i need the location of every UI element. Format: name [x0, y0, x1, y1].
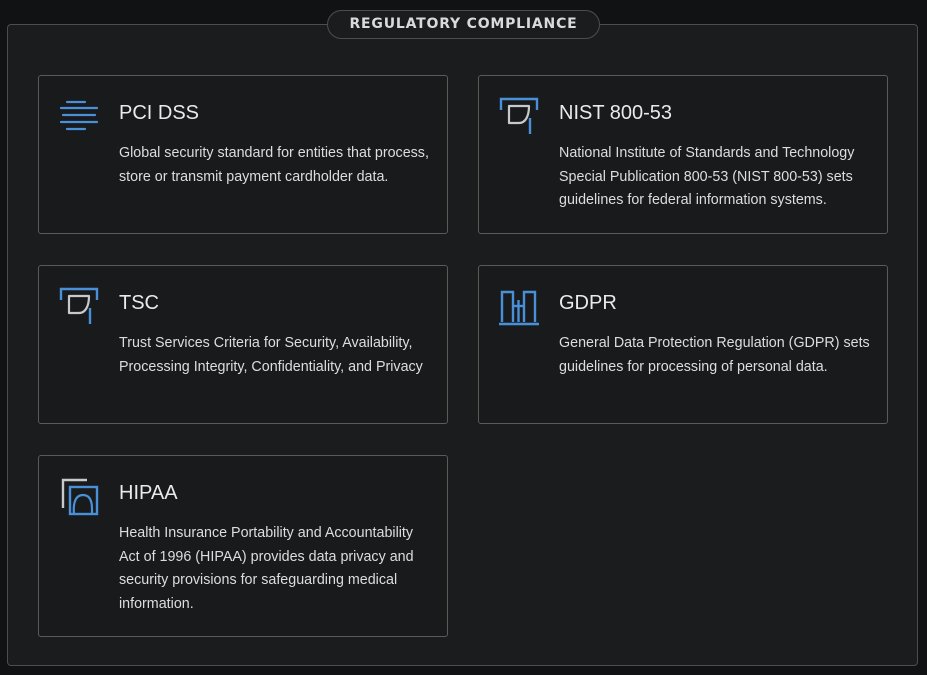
compliance-card-hipaa[interactable] [38, 455, 448, 637]
building-columns-icon [499, 286, 539, 326]
compliance-card-gdpr[interactable] [478, 265, 888, 424]
card-description: Global security standard for entities that process, store or transmit payment cardholder data. [119, 145, 429, 185]
regulatory-compliance-panel [7, 24, 918, 666]
shield-bracket-icon [499, 96, 539, 136]
compliance-card-pci-dss[interactable] [38, 75, 448, 234]
card-title: PCI DSS [119, 102, 200, 124]
card-title: GDPR [559, 292, 617, 314]
compliance-card-tsc[interactable] [38, 265, 448, 424]
card-title: NIST 800-53 [559, 102, 673, 124]
card-description: Health Insurance Portability and Accountability Act of 1996 (HIPAA) provides data privacy and security provisions for safeguarding medical information. [119, 525, 414, 612]
layers-lines-icon [59, 96, 99, 136]
section-title: REGULATORY COMPLIANCE [327, 10, 600, 39]
stacked-frames-icon [59, 476, 99, 516]
card-title: TSC [119, 292, 159, 314]
card-description: National Institute of Standards and Technology Special Publication 800-53 (NIST 800-53) sets guidelines for federal information systems. [559, 145, 855, 209]
compliance-card-nist-800-53[interactable] [478, 75, 888, 234]
shield-bracket-icon [59, 286, 99, 326]
card-description: General Data Protection Regulation (GDPR) sets guidelines for processing of personal data. [559, 335, 870, 375]
card-title: HIPAA [119, 482, 178, 504]
card-description: Trust Services Criteria for Security, Availability, Processing Integrity, Confidentiality, and Privacy [119, 335, 423, 375]
